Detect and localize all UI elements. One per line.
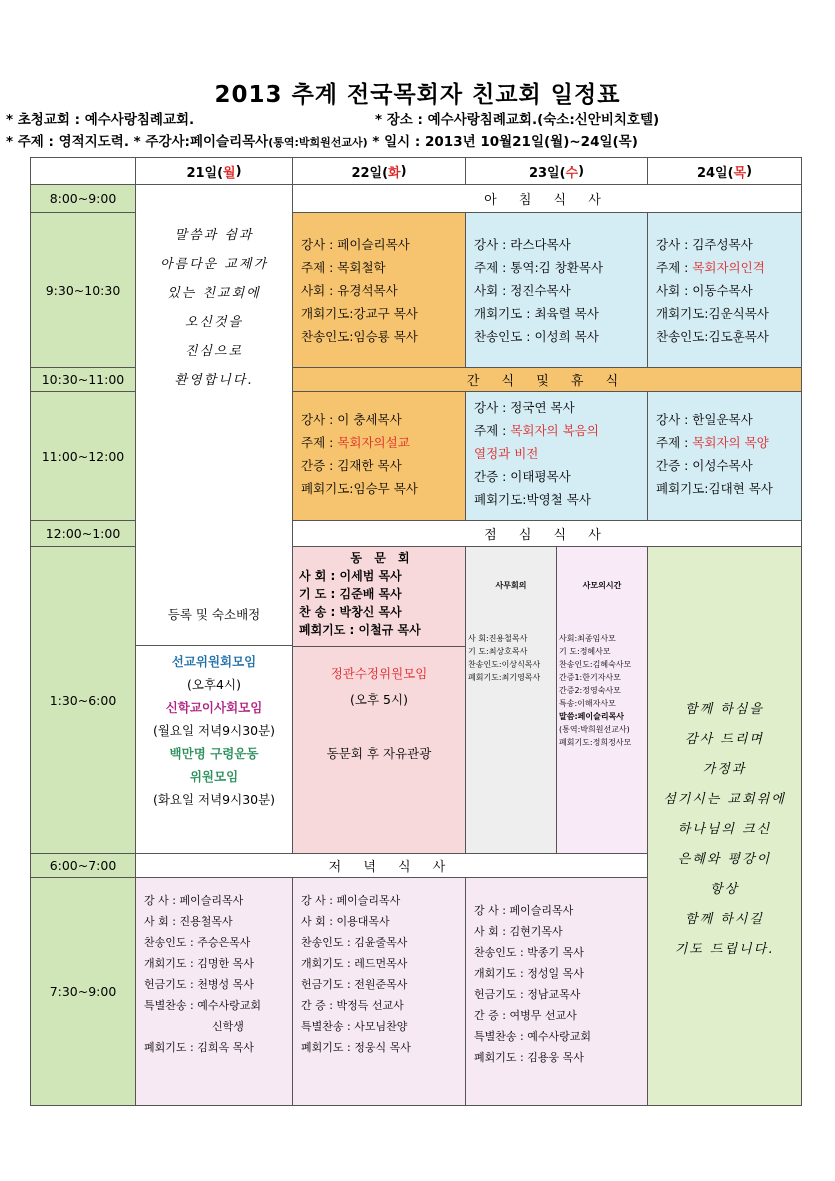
info-date: * 일시 : 2013년 10월21일(월)~24일(목)	[372, 134, 638, 150]
page-title: 2013 추계 전국목회자 친교회 일정표	[214, 82, 621, 108]
time-slot: 9:30~10:30	[30, 212, 136, 368]
day-header-mon: 21일( 월 )	[135, 157, 293, 185]
band-breakfast: 아 침 식 사	[292, 184, 802, 213]
monday-afternoon-meetings: 선교위원회모임 (오후4시) 신학교이사회모임 (월요일 저녁9시30분) 백만명 구령운동 위원모임 (화요일 저녁9시30분)	[135, 645, 293, 854]
band-snack: 간 식 및 휴 식	[292, 367, 802, 392]
info-theme: * 주제 : 영적지도력. * 주강사:페이슬리목사	[6, 134, 269, 150]
evening-wed: 강 사 : 페이슬리목사 사 회 : 김현기목사 찬송인도 : 박종기 목사 개회기도 : 정성일 목사 헌금기도 : 정남교목사 간 증 : 여병무 선교사 특별찬송 : 예수사랑교회 폐회기도 : 김용웅 목사	[465, 877, 648, 1106]
time-slot: 1:30~6:00	[30, 546, 136, 854]
info-host-church: * 초청교회 : 예수사랑침례교회.	[6, 112, 195, 128]
evening-mon: 강 사 : 페이슬리목사 사 회 : 진용철목사 찬송인도 : 주승은목사 개회기도 : 김명한 목사 헌금기도 : 천병성 목사 특별찬송 : 예수사랑교회 신학생 폐회기도 : 김희옥 목사	[135, 877, 293, 1106]
time-slot: 7:30~9:00	[30, 877, 136, 1106]
info-theme-line	[6, 130, 638, 150]
session-tue-late-morning: 강사 : 이 충세목사 주제 : 목회자의설교 간증 : 김재한 목사 폐회기도:임승무 목사	[292, 391, 466, 521]
day-header-wed: 23일( 수 )	[465, 157, 648, 185]
time-slot: 8:00~9:00	[30, 184, 136, 213]
band-dinner: 저 녁 식 사	[135, 853, 648, 878]
info-venue: * 장소 : 예수사랑침례교회.(숙소:신안비치호텔)	[375, 112, 660, 128]
time-slot: 10:30~11:00	[30, 367, 136, 392]
header-corner	[30, 157, 136, 185]
day-header-thu: 24일( 목 )	[647, 157, 802, 185]
farewell-message: 함께 하심을 감사 드리며 가정과 섬기시는 교회위에 하나님의 크신 은혜와 평강이 항상 함께 하시길 기도 드립니다.	[663, 702, 786, 957]
time-slot: 12:00~1:00	[30, 520, 136, 547]
welcome-message: 말씀과 쉼과 아름다운 교제가 있는 친교회에 오신것을 진심으로 환영합니다.	[159, 228, 269, 388]
session-thu-morning: 강사 : 김주성목사 주제 : 목회자의인격 사회 : 이동수목사 개회기도:김운식목사 찬송인도:김도훈목사	[647, 212, 802, 368]
wives-session: 사모의시간 사회:최종임사모 기 도:정혜사모 찬송인도:김혜숙사모 간증1:한기자사모 간증2:정영숙사모 특송:이해자사모 말씀:페이슬리목사 (통역:박희원선교사) 폐회기도:정희정사모	[556, 546, 648, 854]
time-slot: 6:00~7:00	[30, 853, 136, 878]
evening-tue: 강 사 : 페이슬리목사 사 회 : 이용대목사 찬송인도 : 김윤줄목사 개회기도 : 레드먼목사 헌금기도 : 전원준목사 간 증 : 박정득 선교사 특별찬송 : 사모님찬양 폐회기도 : 정웅식 목사	[292, 877, 466, 1106]
info-interpreter: (통역:박희원선교사)	[268, 136, 368, 149]
alumni-meeting: 동 문 회 사 회 : 이세범 목사 기 도 : 김준배 목사 찬 송 : 박창신 목사 폐회기도 : 이철규 목사	[292, 546, 466, 647]
session-wed-morning: 강사 : 라스다목사 주제 : 통역:김 창환목사 사회 : 정진수목사 개회기도 : 최육렬 목사 찬송인도 : 이성희 목사	[465, 212, 648, 368]
registration-label: 등록 및 숙소배정	[167, 607, 261, 622]
band-lunch: 점 심 식 사	[292, 520, 802, 547]
day-header-tue: 22일( 화 )	[292, 157, 466, 185]
time-slot: 11:00~12:00	[30, 391, 136, 521]
monday-welcome-block	[135, 184, 293, 646]
thursday-farewell-block	[647, 546, 802, 1106]
session-wed-late-morning: 강사 : 정국연 목사 주제 : 목회자의 복음의 열정과 비전 간증 : 이태평목사 폐회기도:박영철 목사	[465, 391, 648, 521]
pastors-business-meeting: 사무회의 사 회:진용철목사 기 도:최상호목사 찬송인도:이상식목사 폐회기도:최기영목사	[465, 546, 557, 854]
session-thu-late-morning: 강사 : 한일운목사 주제 : 목회자의 목양 간증 : 이성수목사 폐회기도:김대현 목사	[647, 391, 802, 521]
session-tue-morning: 강사 : 페이슬리목사 주제 : 목회철학 사회 : 유경석목사 개회기도:강교구 목사 찬송인도:임승룡 목사	[292, 212, 466, 368]
tue-afternoon-meeting: 정관수정위원모임 (오후 5시) 동문회 후 자유관광	[292, 646, 466, 854]
